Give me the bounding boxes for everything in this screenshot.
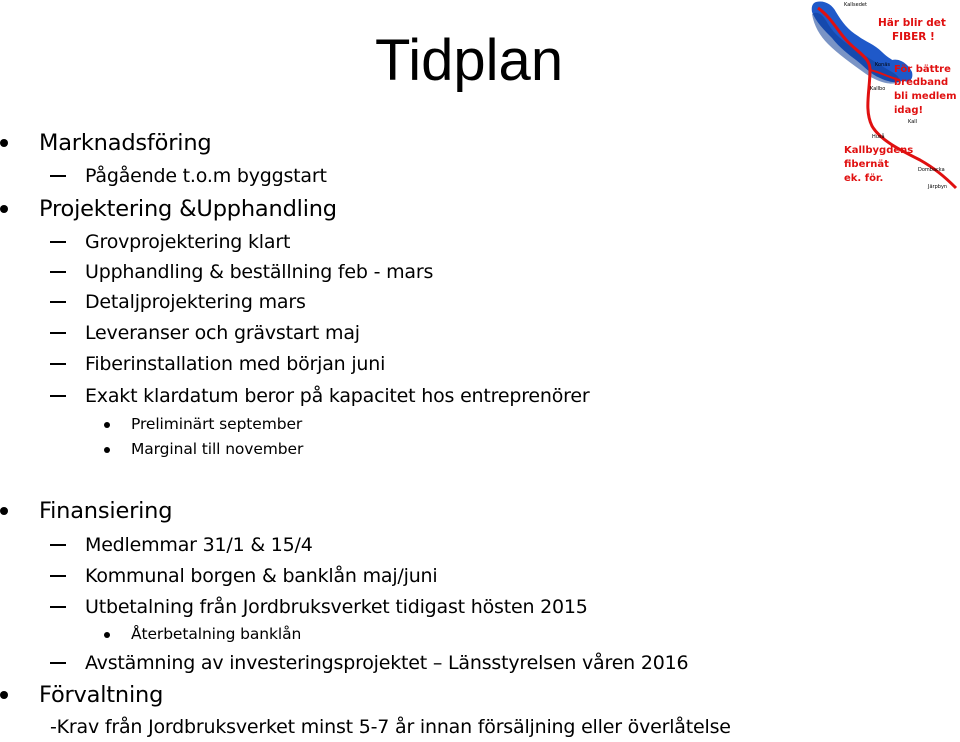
logo-org-line1: Kallbygdens xyxy=(844,145,914,156)
dash-marker xyxy=(50,301,66,303)
forvaltning-krav-text: -Krav från Jordbruksverket minst 5-7 år innan försäljning eller överlåtelse xyxy=(50,716,731,738)
dash-marker xyxy=(50,606,66,608)
logo-slogan-line4: idag! xyxy=(894,105,924,116)
sub-bullet-leveranser: Leveranser och grävstart maj xyxy=(85,322,360,344)
dash-marker xyxy=(50,241,66,243)
logo-slogan-line1: För bättre xyxy=(894,64,951,75)
bullet-finansiering: Finansiering xyxy=(39,498,173,524)
sub-sub-bullet-preliminart: Preliminärt september xyxy=(131,415,303,433)
bullet-marker xyxy=(0,507,8,515)
logo-org-line2: fibernät xyxy=(844,159,889,170)
bullet-marker xyxy=(104,447,110,453)
sub-sub-bullet-aterbetalning: Återbetalning banklån xyxy=(131,625,302,643)
dash-marker xyxy=(50,271,66,273)
kallbygden-fiber-logo xyxy=(808,0,960,192)
sub-bullet-grovprojektering: Grovprojektering klart xyxy=(85,231,291,253)
sub-sub-bullet-marginal: Marginal till november xyxy=(131,440,304,458)
logo-banner-line2: FIBER ! xyxy=(892,31,935,43)
slide-title: Tidplan xyxy=(375,28,564,93)
logo-org-line3: ek. för. xyxy=(844,173,884,184)
sub-bullet-upphandling: Upphandling & beställning feb - mars xyxy=(85,261,434,283)
logo-slogan-line2: bredband xyxy=(894,77,949,88)
dash-marker xyxy=(50,544,66,546)
logo-slogan-line3: bli medlem xyxy=(894,91,957,102)
dash-marker xyxy=(50,575,66,577)
bullet-forvaltning: Förvaltning xyxy=(39,682,164,708)
sub-bullet-medlemmar: Medlemmar 31/1 & 15/4 xyxy=(85,534,313,556)
dash-marker xyxy=(50,395,66,397)
place-konas: Konäs xyxy=(875,62,890,68)
sub-bullet-exakt-klardatum: Exakt klardatum beror på kapacitet hos entreprenörer xyxy=(85,385,590,407)
lake-map-icon xyxy=(808,0,960,192)
bullet-marker xyxy=(104,632,110,638)
bullet-marker xyxy=(0,139,8,147)
sub-bullet-kommunal-borgen: Kommunal borgen & banklån maj/juni xyxy=(85,565,438,587)
bullet-marknadsforing: Marknadsföring xyxy=(39,130,212,156)
dash-marker xyxy=(50,175,66,177)
bullet-projektering: Projektering &Upphandling xyxy=(39,196,337,222)
dash-marker xyxy=(50,662,66,664)
place-kallbo: Kallbo xyxy=(870,86,886,92)
sub-bullet-utbetalning: Utbetalning från Jordbruksverket tidigast hösten 2015 xyxy=(85,596,588,618)
sub-bullet-pagaende: Pågående t.o.m byggstart xyxy=(85,165,327,187)
sub-bullet-avstamning: Avstämning av investeringsprojektet – Länsstyrelsen våren 2016 xyxy=(85,652,689,674)
place-dombacka: Dombacka xyxy=(918,167,945,173)
place-jarpbyn: Järpbyn xyxy=(928,184,948,190)
place-huso: Huså xyxy=(872,134,885,140)
place-kallsedet: Kallsedet xyxy=(844,2,867,8)
dash-marker xyxy=(50,363,66,365)
bullet-marker xyxy=(0,691,8,699)
dash-marker xyxy=(50,332,66,334)
place-kall: Kall xyxy=(908,119,918,125)
logo-banner-line1: Här blir det xyxy=(878,17,946,29)
sub-bullet-fiberinstallation: Fiberinstallation med början juni xyxy=(85,353,386,375)
sub-bullet-detaljprojektering: Detaljprojektering mars xyxy=(85,291,306,313)
bullet-marker xyxy=(0,205,8,213)
bullet-marker xyxy=(104,422,110,428)
